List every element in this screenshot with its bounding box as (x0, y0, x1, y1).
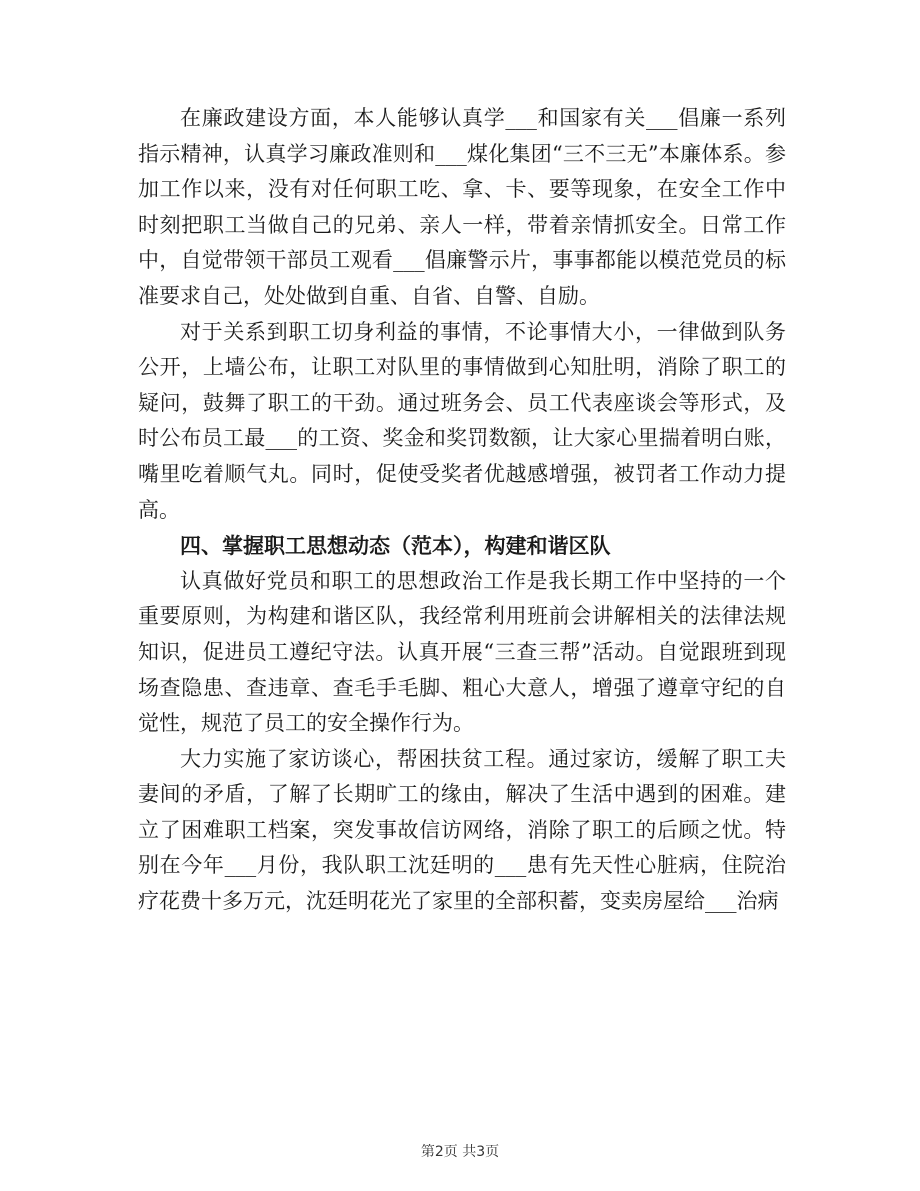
paragraph-political-work: 认真做好党员和职工的思想政治工作是我长期工作中坚持的一个重要原则，为构建和谐区队，我经常利用班前会讲解相关的法律法规知识，促进员工遵纪守法。认真开展“三查三帮”活动。自觉跟班到现场查隐患、查违章、查毛手毛脚、粗心大意人，增强了遵章守纪的自觉性，规范了员工的安全操作行为。 (138, 568, 786, 736)
page-number: 第2页 共3页 (420, 1144, 500, 1160)
document-body (138, 101, 786, 920)
paragraph-home-visits: 大力实施了家访谈心，帮困扶贫工程。通过家访，缓解了职工夫妻间的矛盾，了解了长期旷工的缘由，解决了生活中遇到的困难。建立了困难职工档案，突发事故信访网络，消除了职工的后顾之忧。特别在今年___月份，我队职工沈廷明的___患有先天性心脏病，住院治疗花费十多万元，沈廷明花光了家里的全部积蓄，变卖房屋给___治病 (138, 746, 786, 914)
paragraph-transparency: 对于关系到职工切身利益的事情，不论事情大小，一律做到队务公开，上墙公布，让职工对队里的事情做到心知肚明，消除了职工的疑问，鼓舞了职工的干劲。通过班务会、员工代表座谈会等形式，及时公布员工最___的工资、奖金和奖罚数额，让大家心里揣着明白账，嘴里吃着顺气丸。同时，促使受奖者优越感增强，被罚者工作动力提高。 (138, 319, 786, 522)
section-heading: 四、掌握职工思想动态（范本），构建和谐区队 (180, 533, 611, 559)
paragraph-integrity: 在廉政建设方面，本人能够认真学___和国家有关___倡廉一系列指示精神，认真学习廉政准则和___煤化集团“三不三无”本廉体系。参加工作以来，没有对任何职工吃、拿、卡、要等现象，在安全工作中时刻把职工当做自己的兄弟、亲人一样，带着亲情抓安全。日常工作中，自觉带领干部员工观看___倡廉警示片，事事都能以模范党员的标准要求自己，处处做到自重、自省、自警、自励。 (138, 106, 786, 308)
